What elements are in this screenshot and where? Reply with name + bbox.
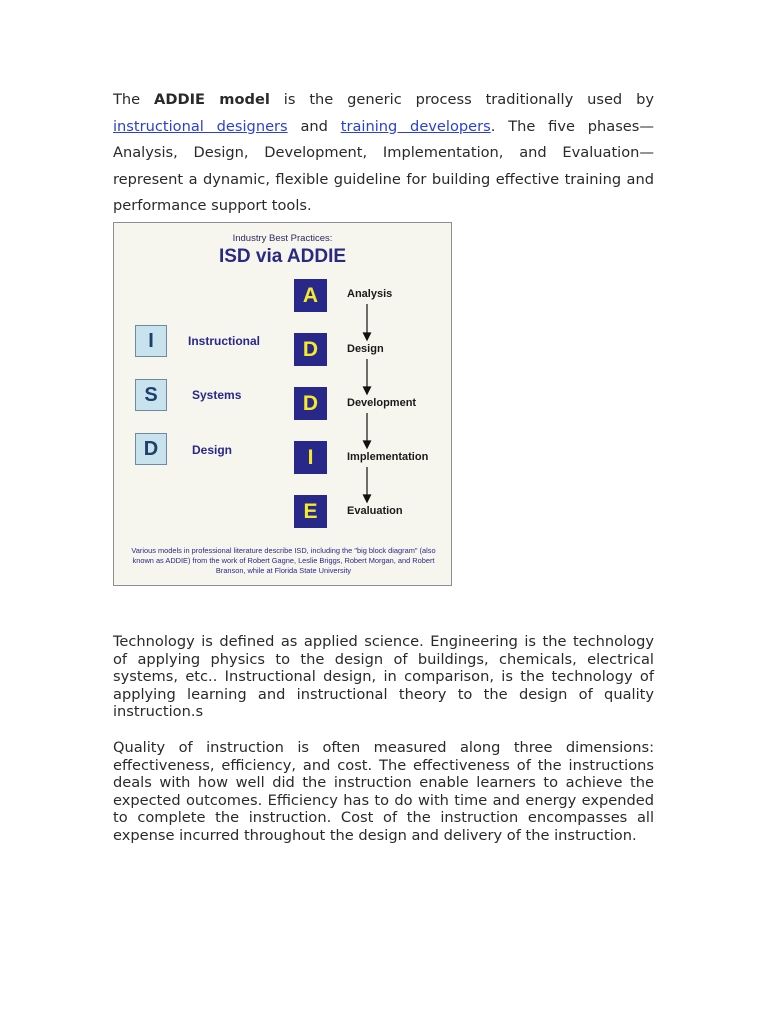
- addie-letter-box-d-design: D: [294, 333, 327, 366]
- phase-label-analysis: Analysis: [347, 288, 393, 300]
- technology-paragraph: Technology is defined as applied science. Engineering is the technology of applying physics to the design of buildings, chemicals, electrical systems, etc.. Instructional design, in comparison, is the technology of applying learning and instructional theory to the design of quality instruction.s: [113, 633, 654, 721]
- diagram-title: ISD via ADDIE: [218, 246, 347, 267]
- instructional-designers-link[interactable]: instructional designers: [113, 117, 288, 135]
- phase-label-evaluation: Evaluation: [347, 505, 403, 517]
- isd-word-design: Design: [192, 443, 233, 457]
- intro-text-4: . The five phases—Analysis, Design, Development, Implementation, and Evaluation—represent a dynamic, flexible guideline for building effective training and performance support tools.: [113, 117, 654, 214]
- diagram-caption: Various models in professional literature describe ISD, including the "big block diagram" (also known as ADDIE) from the work of Robert Gagne, Leslie Briggs, Robert Morgan, and Robert Branson, while at Florida State University: [131, 546, 436, 575]
- flow-arrow-3-head: [364, 441, 371, 448]
- diagram-supertitle: Industry Best Practices:: [232, 233, 333, 244]
- intro-text-1: The: [113, 91, 155, 108]
- phase-label-implementation: Implementation: [347, 451, 429, 463]
- addie-letter-box-a: A: [294, 279, 327, 312]
- quality-paragraph: Quality of instruction is often measured along three dimensions: effectiveness, efficiency, and cost. The effectiveness of the instructions deals with how well did the instruction enable learners to achieve the expected outcomes. Efficiency has to do with time and energy expended to complete the instruction. Cost of the instruction encompasses all expense incurred throughout the design and delivery of the instruction.: [113, 739, 654, 844]
- isd-letter-box-i: I: [135, 325, 167, 357]
- addie-letter-box-d-development: D: [294, 387, 327, 420]
- isd-addie-diagram: [113, 222, 452, 586]
- training-developers-link[interactable]: training developers: [340, 117, 491, 135]
- flow-arrow-1-head: [364, 333, 371, 340]
- flow-arrow-2-head: [364, 387, 371, 394]
- intro-text-3: and: [287, 117, 341, 135]
- intro-paragraph: [113, 87, 654, 220]
- phase-flow-arrows: [114, 223, 451, 585]
- addie-model-term: ADDIE model: [154, 91, 270, 108]
- isd-letter-box-d: D: [135, 433, 167, 465]
- phase-label-design: Design: [347, 343, 384, 355]
- flow-arrow-4-head: [364, 495, 371, 502]
- phase-label-development: Development: [347, 397, 417, 409]
- isd-letter-box-s: S: [135, 379, 167, 411]
- isd-word-instructional: Instructional: [188, 334, 261, 348]
- intro-text-2: is the generic process traditionally used by: [269, 91, 654, 108]
- addie-letter-box-e: E: [294, 495, 327, 528]
- addie-letter-box-i: I: [294, 441, 327, 474]
- isd-word-systems: Systems: [192, 388, 242, 402]
